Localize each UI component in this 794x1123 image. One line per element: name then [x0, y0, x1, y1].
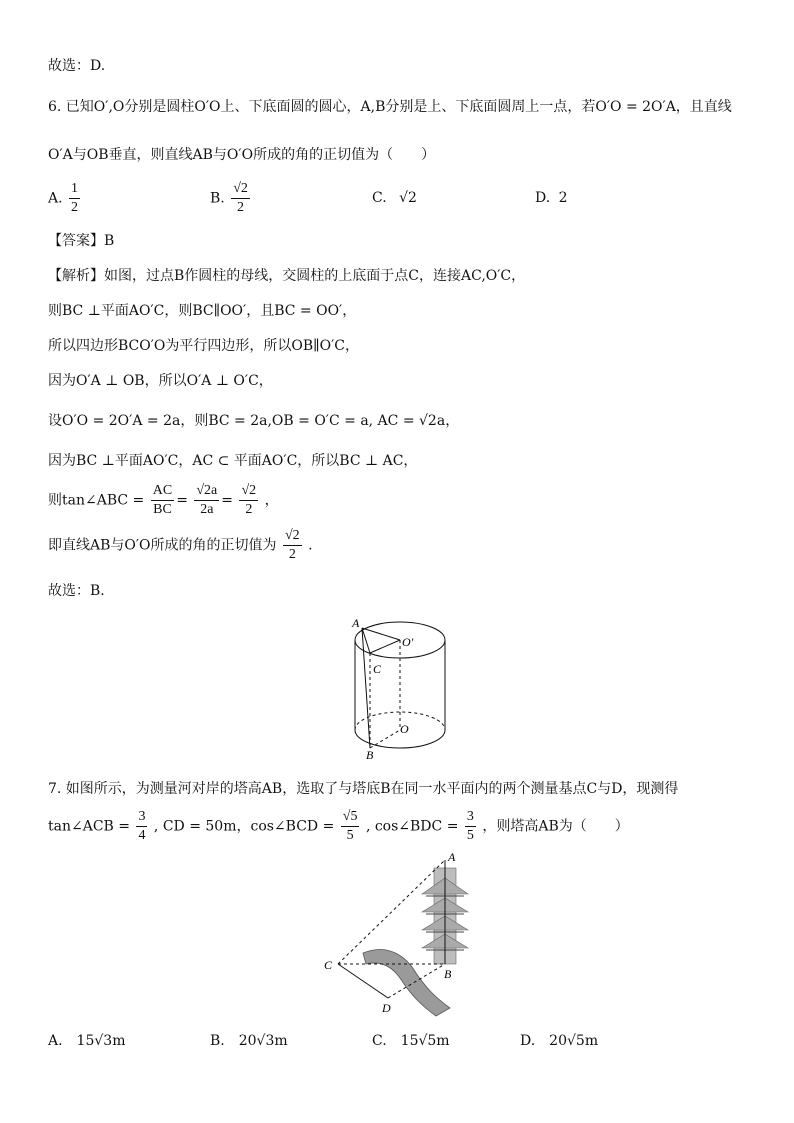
q6-option-d	[535, 190, 568, 206]
q7-stem-line2	[48, 808, 629, 845]
q6-option-c	[372, 190, 417, 206]
q6-fraction-ac-bc	[151, 482, 174, 519]
q7-fraction-3-4	[136, 808, 147, 845]
label-c: C	[373, 662, 382, 676]
q6-option-a-fraction	[69, 180, 80, 217]
q6-fraction-root2a	[194, 482, 219, 519]
q7-fraction-root5-den: 5	[346, 828, 354, 843]
q6-line8-text: 即直线AB与O′O所成的角的正切值为	[48, 537, 277, 554]
segment-ao1	[362, 628, 400, 640]
q7-fraction-3-5	[465, 808, 476, 845]
q6-solution-line4: 因为O′A ⊥ OB，所以O′A ⊥ O′C，	[48, 373, 273, 389]
q6-option-b-label: B.	[210, 190, 225, 207]
q7-fraction-3-5-num: 3	[465, 808, 476, 827]
q7-question-end: ，则塔高AB为（ ）	[482, 818, 629, 835]
q6-solution-line5: 设O′O = 2O′A = 2a，则BC = 2a,OB = O′C = a, AC = √2a，	[48, 413, 460, 429]
q6-line8-fraction	[283, 527, 302, 564]
q6-conclusion: 故选：B.	[48, 583, 105, 599]
label-b: B	[366, 748, 374, 760]
q7-fraction-3-5-den: 5	[466, 828, 474, 843]
cylinder-figure	[340, 610, 460, 760]
label-a: A	[448, 850, 456, 864]
q7-stem-line1: 7. 如图所示，为测量河对岸的塔高AB，选取了与塔底B在同一水平面内的两个测量基点C与D，现测得	[48, 781, 679, 797]
q7-fraction-3-4-num: 3	[136, 808, 147, 827]
q6-stem-line1: 6. 已知O′,O分别是圆柱O′O上、下底面圆的圆心，A,B分别是上、下底面圆周上一点，若O′O = 2O′A，且直线	[48, 99, 732, 115]
q6-line8-end: .	[308, 537, 313, 554]
q7-option-a: A. 15√3m	[48, 1033, 126, 1049]
q6-option-c-value: √2	[399, 190, 417, 206]
q6-fraction-root2	[239, 482, 258, 519]
q7-cd-cos-bcd: , CD = 50m，cos∠BCD =	[153, 818, 335, 835]
q7-option-c: C. 15√5m	[372, 1033, 450, 1049]
q6-option-b	[210, 180, 252, 217]
previous-answer: 故选：D.	[48, 58, 106, 74]
q6-option-a	[48, 180, 82, 217]
q7-fraction-3-4-den: 4	[138, 828, 146, 843]
q7-cos-bdc: , cos∠BDC =	[365, 818, 459, 835]
q6-solution-line3: 所以四边形BCO′O为平行四边形，所以OB∥O′C，	[48, 338, 359, 354]
segment-o1c	[370, 640, 400, 653]
q6-fraction-root2a-den: 2a	[200, 502, 214, 517]
q6-fraction-root2-den: 2	[245, 502, 253, 517]
q7-fraction-root5-num: √5	[341, 808, 360, 827]
q6-fraction-ac-bc-den: BC	[153, 502, 172, 517]
label-o-prime: O′	[402, 635, 414, 649]
q6-solution-line2: 则BC ⊥平面AO′C，则BC∥OO′，且BC = OO′，	[48, 303, 357, 319]
label-o: O	[400, 722, 409, 736]
q6-option-d-label: D.	[535, 190, 551, 206]
label-b: B	[444, 967, 452, 981]
q7-option-d: D. 20√5m	[520, 1033, 599, 1049]
q6-solution-line1: 【解析】如图，过点B作圆柱的母线，交圆柱的上底面于点C，连接AC,O′C，	[48, 268, 526, 284]
q6-option-a-den: 2	[71, 200, 79, 215]
q6-stem-line2: O′A与OB垂直，则直线AB与O′O所成的角的正切值为（ ）	[48, 147, 436, 163]
q6-option-a-label: A.	[48, 190, 63, 207]
q6-solution-line6: 因为BC ⊥平面AO′C，AC ⊂ 平面AO′C，所以BC ⊥ AC，	[48, 453, 418, 469]
q7-option-b: B. 20√3m	[210, 1033, 288, 1049]
q6-solution-line7: 则tan∠ABC = $\frac{AC}{BC}$ = $\frac{√2a}{2a}$ = $\frac{√2}{2}$ ，	[48, 483, 279, 517]
label-a: A	[352, 616, 360, 630]
q6-line8-num: √2	[283, 527, 302, 546]
q6-option-b-num: √2	[231, 180, 250, 199]
q6-tan-expression: 则tan∠ABC =	[48, 492, 145, 509]
q6-option-b-fraction	[231, 180, 250, 217]
q6-fraction-root2-num: √2	[239, 482, 258, 501]
q7-fraction-root5-5	[341, 808, 360, 845]
q7-tan-acb: tan∠ACB =	[48, 818, 131, 835]
label-c: C	[324, 958, 333, 972]
q6-line7-end: ，	[264, 492, 279, 509]
q6-line8-den: 2	[288, 547, 296, 562]
q6-option-b-den: 2	[237, 200, 245, 215]
segment-ab	[362, 628, 370, 748]
q6-fraction-ac-bc-num: AC	[151, 482, 174, 501]
q6-option-d-value: 2	[558, 190, 568, 206]
q6-solution-line8	[48, 527, 313, 564]
label-d: D	[382, 1001, 391, 1015]
q6-answer: 【答案】B	[48, 233, 115, 249]
tower-figure	[318, 848, 488, 1018]
q6-fraction-root2a-num: √2a	[194, 482, 219, 501]
segment-cd	[338, 964, 388, 998]
q6-option-c-label: C.	[372, 190, 387, 206]
q6-option-a-num: 1	[69, 180, 80, 199]
